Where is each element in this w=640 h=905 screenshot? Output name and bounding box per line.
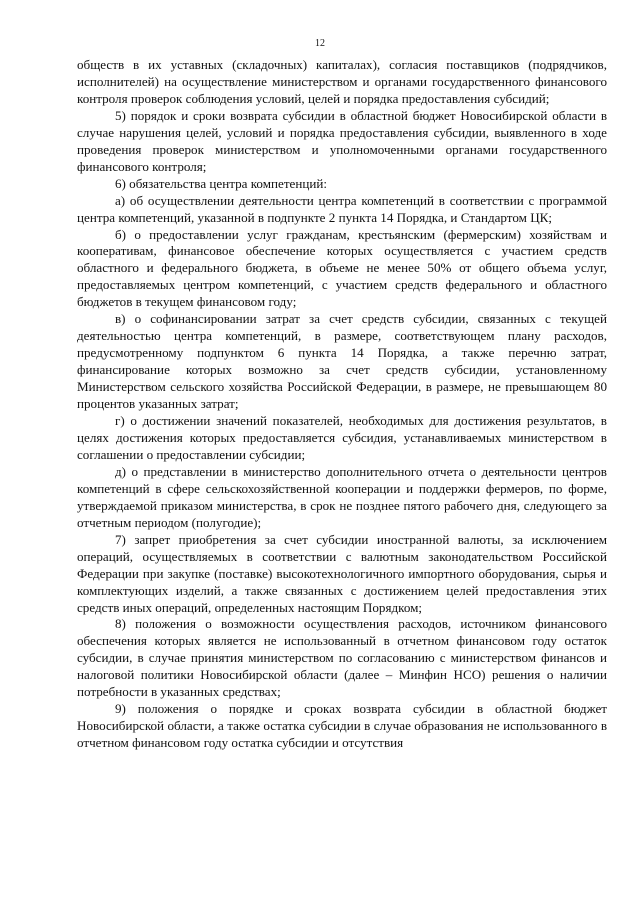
paragraph-item-6a: а) об осуществлении деятельности центра компетенций в соответствии с программой центра компетенций, указанной в подпункте 2 пункта 14 Порядка, и Стандартом ЦК; [77,192,607,225]
page-number: 12 [315,38,325,49]
paragraph-item-9: 9) положения о порядке и сроках возврата субсидии в областной бюджет Новосибирской области, а также остатка субсидии в случае образования не использованного в отчетном финансовом году остатка субсидии и отсутствия [77,701,607,751]
paragraph-item-6v: в) о софинансировании затрат за счет средств субсидии, связанных с текущей деятельностью центра компетенций, в размере, соответствующем плану расходов, предусмотренному подпунктом 6 пункта 14 Порядка, а также перечню затрат, финансирование которых возможно за счет средств субсидии, установленному Министерством сельского хозяйства Российской Федерации, в размере, не превышающем 80 процентов указанных затрат; [77,311,607,412]
paragraph-continuation: обществ в их уставных (складочных) капиталах), согласия поставщиков (подрядчиков, исполнителей) на осуществление министерством и органами государственного финансового контроля проверок соблюдения условий, целей и порядка предоставления субсидий; [77,57,607,106]
paragraph-item-5: 5) порядок и сроки возврата субсидии в областной бюджет Новосибирской области в случае нарушения целей, условий и порядка предоставления субсидии, выявленного в ходе проведения проверок министерством и уполномоченными органами государственного финансового контроля; [77,107,607,174]
paragraph-item-6b: б) о предоставлении услуг гражданам, крестьянским (фермерским) хозяйствам и кооперативам, финансовое обеспечение которых осуществляется с участием средств областного и федерального бюджета, в объеме не менее 50% от общего объема услуг, предоставляемых центром компетенций, с участием средств федерального и областного бюджетов в текущем финансовом году; [77,226,607,310]
document-body [77,57,607,752]
paragraph-item-8: 8) положения о возможности осуществления расходов, источником финансового обеспечения которых является не использованный в отчетном финансовом году остаток субсидии, в случае принятия министерством по согласованию с министерством финансов и налоговой политики Новосибирской области (далее – Минфин НСО) решения о наличии потребности в указанных средствах; [77,616,607,700]
paragraph-item-6d: д) о представлении в министерство дополнительного отчета о деятельности центров компетенций в сфере сельскохозяйственной кооперации и поддержки фермеров, по форме, утверждаемой приказом министерства, в срок не позднее пятого рабочего дня, следующего за отчетным периодом (полугодие); [77,463,607,530]
paragraph-item-7: 7) запрет приобретения за счет субсидии иностранной валюты, за исключением операций, осуществляемых в соответствии с валютным законодательством Российской Федерации при закупке (поставке) высокотехнологичного импортного оборудования, сырья и комплектующих изделий, а также связанных с достижением целей предоставления этих средств иных операций, определенных настоящим Порядком; [77,531,607,615]
paragraph-item-6g: г) о достижении значений показателей, необходимых для достижения результатов, в целях достижения которых предоставляется субсидия, устанавливаемых министерством в соглашении о предоставлении субсидии; [77,413,607,462]
paragraph-item-6: 6) обязательства центра компетенций: [115,175,328,191]
